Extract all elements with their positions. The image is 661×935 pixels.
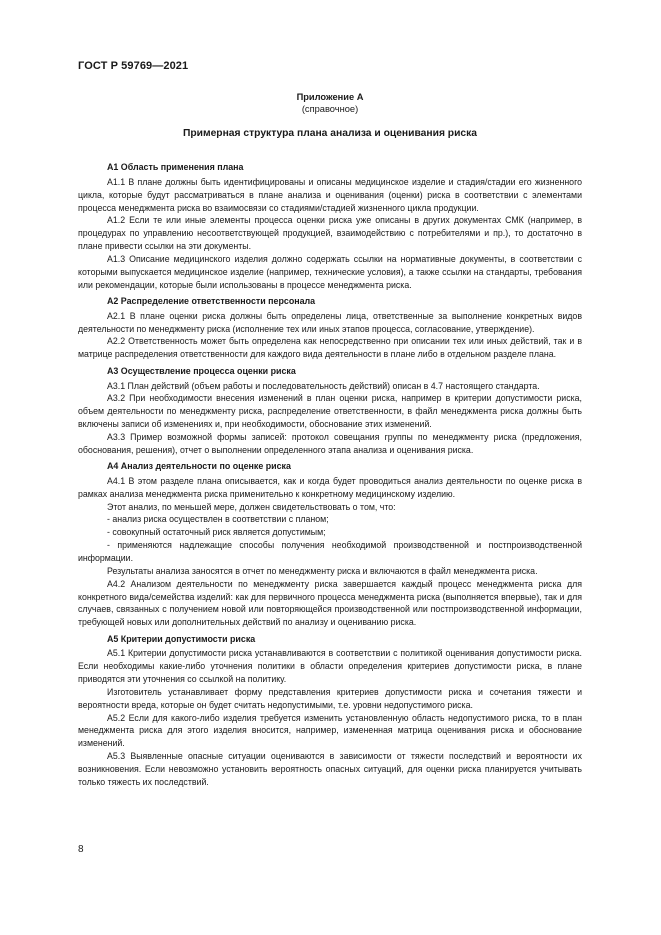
section-heading: А5 Критерии допустимости риска (107, 633, 256, 644)
section-heading: А2 Распределение ответственности персонала (107, 295, 316, 306)
paragraph: А2.2 Ответственность может быть определена как непосредственно при описании тех или иных действий, так и в матрице распределения ответственности для каждого вида деятельности в плане либо в отдельном разделе плана. (78, 336, 582, 360)
paragraph: А2.1 В плане оценки риска должны быть определены лица, ответственные за выполнение конкретных видов деятельности по менеджменту риска (исполнение тех или иных этапов процесса, согласование, утверждение). (78, 310, 582, 334)
list-item: - анализ риска осуществлен в соответствии с планом; (107, 514, 329, 525)
paragraph: А1.2 Если те или иные элементы процесса оценки риска уже описаны в других документах СМК (например, в процедурах по управлению несоответствующей продукцией, взаимодействию с потребителями и пр.), то достаточно в плане привести ссылки на эти документы. (78, 215, 582, 252)
paragraph: А4.2 Анализом деятельности по менеджменту риска завершается каждый процесс менеджмента риска для конкретного вида/семейства изделий: как для первичного процесса менеджмента риска (выполняется впервые), так и для случаев, связанных с получением новой или повторяющейся производственной или постпроизводственной информации, требующей новых или дополнительных действий по анализу и оцениванию риска. (78, 578, 582, 628)
document-body (78, 161, 582, 789)
paragraph: А1.1 В плане должны быть идентифицированы и описаны медицинское изделие и стадия/стадии его жизненного цикла, которые будут рассматриваться в плане анализа и оценивания (оценки) риска в соответствии с элементами процесса менеджмента риска во взаимосвязи со стадиями/стадией жизненного цикла продукции. (78, 176, 582, 213)
paragraph: Изготовитель устанавливает форму представления критериев допустимости риска и сочетания тяжести и вероятности вреда, которые он будет считать недопустимыми, т.е. уровни недопустимого риска. (78, 686, 582, 710)
section-heading: А3 Осуществление процесса оценки риска (107, 365, 296, 376)
paragraph: А5.1 Критерии допустимости риска устанавливаются в соответствии с политикой оценивания допустимости риска. Если необходимы какие-либо уточнения политики в области определения критериев допустимости риска, в плане приводятся эти уточнения со ссылкой на политику. (78, 648, 582, 685)
paragraph: А3.2 При необходимости внесения изменений в план оценки риска, например в критерии допустимости риска, объем деятельности по менеджменту риска, распределение ответственности, в файл менеджмента риска должны быть включены записи об изменениях и, при необходимости, обоснование этих изменений. (78, 393, 582, 430)
section-heading: А1 Область применения плана (107, 162, 244, 172)
paragraph: А4.1 В этом разделе плана описывается, как и когда будет проводиться анализ деятельности по оценке риска в рамках анализа менеджмента риска применительно к конкретному медицинскому изделию. (78, 475, 582, 499)
paragraph: А5.2 Если для какого-либо изделия требуется изменить установленную область недопустимого риска, то в план менеджмента риска для этого изделия вносится, например, измененная матрица оценивания риска и обоснование изменений. (78, 712, 582, 749)
page-number: 8 (78, 844, 84, 855)
appendix-heading (78, 91, 582, 115)
appendix-title: Приложение А (296, 92, 364, 102)
paragraph: Результаты анализа заносятся в отчет по менеджменту риска и включаются в файл менеджмента риска. (107, 565, 538, 576)
list-item: - совокупный остаточный риск является допустимым; (107, 527, 326, 538)
appendix-subtitle: (справочное) (301, 104, 359, 114)
paragraph: А3.1 План действий (объем работы и последовательность действий) описан в 4.7 настоящего стандарта. (107, 380, 540, 391)
standard-number: ГОСТ Р 59769—2021 (78, 60, 189, 72)
section-heading: А4 Анализ деятельности по оценке риска (107, 461, 291, 472)
document-title: Примерная структура плана анализа и оценивания риска (182, 128, 478, 139)
list-item: - применяются надлежащие способы получения необходимой производственной и постпроизводственной информации. (78, 540, 582, 563)
paragraph: А1.3 Описание медицинского изделия должно содержать ссылки на нормативные документы, в соответствии с которыми выпускается медицинское изделие (например, технические условия), а также ссылки на стандарты, требования или рекомендации, которые были использованы в процессе менеджмента риска. (78, 253, 582, 290)
paragraph: А3.3 Пример возможной формы записей: протокол совещания группы по менеджменту риска (предложения, обоснования, решения), отчет о выполнении определенного этапа анализа и оценивания риска. (78, 431, 582, 455)
paragraph: Этот анализ, по меньшей мере, должен свидетельствовать о том, что: (107, 501, 396, 512)
paragraph: А5.3 Выявленные опасные ситуации оцениваются в зависимости от тяжести последствий и вероятности их возникновения. Если невозможно установить вероятность опасных ситуаций, для оценки риска планируется учитывать только тяжесть их последствий. (78, 751, 582, 787)
